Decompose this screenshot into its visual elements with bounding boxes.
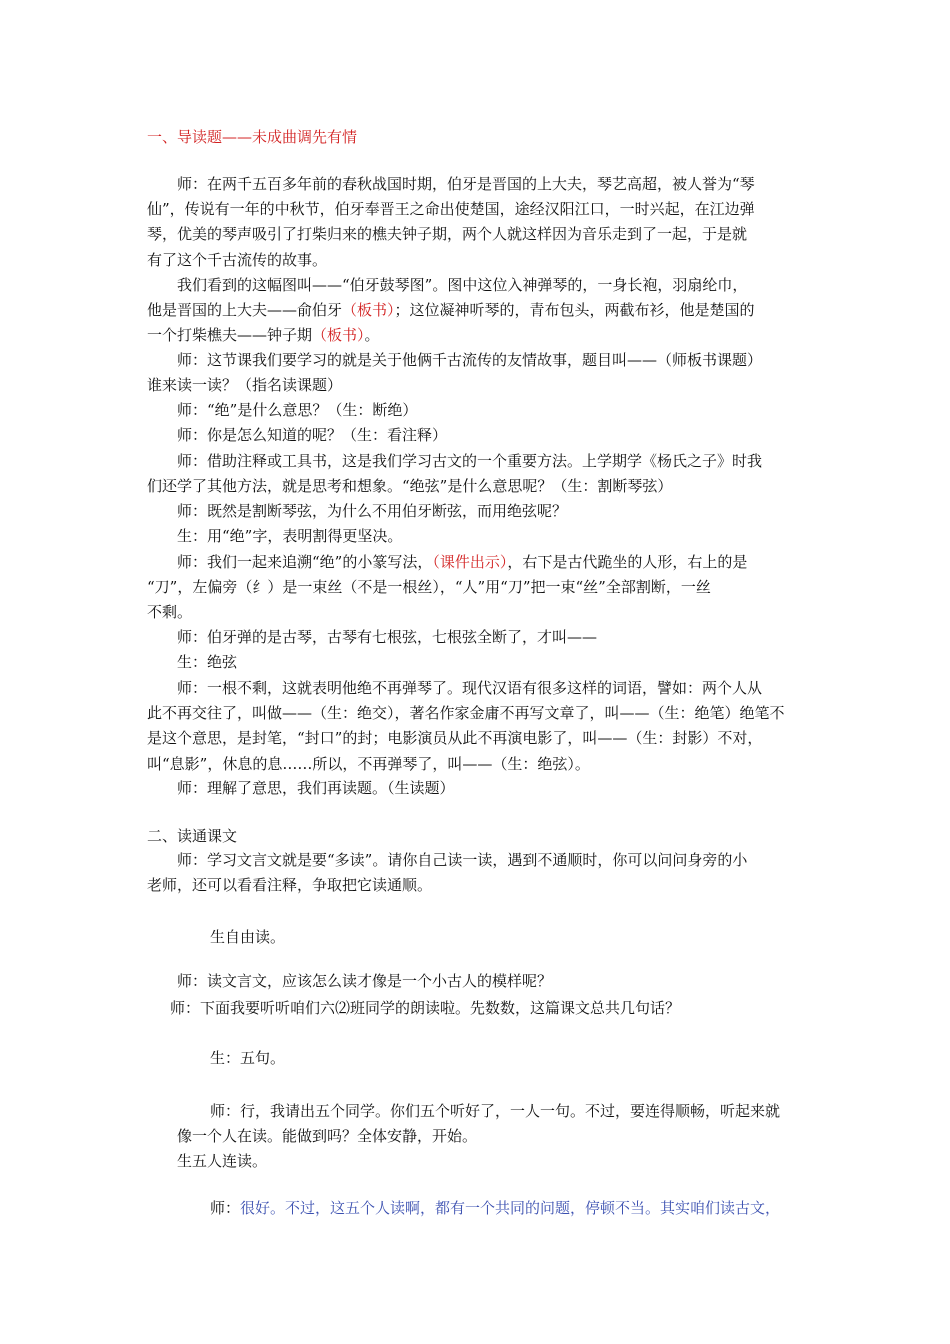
text-line: 不剩。 — [147, 603, 193, 622]
text-line — [177, 550, 747, 575]
section-heading-2: 二、读通课文 — [147, 827, 238, 845]
text-line: 我们看到的这幅图叫——“伯牙鼓琴图”。图中这位入神弹琴的，一身长袍，羽扇纶巾， — [177, 276, 748, 294]
text-run: 师：我们一起来追溯“绝”的小篆写法， — [177, 552, 433, 571]
paragraph — [177, 273, 747, 298]
text-line: 师：行，我请出五个同学。你们五个听好了，一人一句。不过，要连得顺畅，听起来就 — [210, 1102, 781, 1120]
paragraph — [177, 776, 455, 801]
text-line: 生：五句。 — [210, 1049, 286, 1067]
text-line: 师：学习文言文就是要“多读”。请你自己读一读，遇到不通顺时，你可以问问身旁的小 — [177, 851, 748, 869]
highlighted-text: 很好。不过，这五个人读啊，都有一个共同的问题，停顿不当。其实咱们读古文， — [240, 1199, 781, 1217]
text-line: 师：理解了意思，我们再读题。（生读题） — [177, 779, 455, 797]
text-run: 他是晋国的上大夫——俞伯牙 — [147, 301, 343, 319]
paragraph — [177, 969, 552, 994]
board-note: （板书） — [342, 301, 395, 319]
paragraph — [147, 873, 432, 898]
paragraph — [170, 996, 680, 1021]
board-note: （板书） — [312, 326, 365, 345]
text-line: 师：伯牙弹的是古琴，古琴有七根弦，七根弦全断了，才叫—— — [177, 628, 598, 646]
paragraph — [210, 1099, 780, 1124]
text-line: 师：在两千五百多年前的春秋战国时期，伯牙是晋国的上大夫，琴艺高超，被人誉为“琴 — [177, 175, 755, 193]
text-line: 此不再交往了，叫做——（生：绝交），著名作家金庸不再写文章了，叫——（生：绝笔）绝笔不 — [147, 704, 785, 722]
text-line: 师：你是怎么知道的呢？（生：看注释） — [177, 426, 448, 445]
text-line: 谁来读一读？（指名读课题） — [147, 376, 343, 394]
paragraph — [147, 474, 672, 499]
paragraph — [147, 298, 755, 349]
text-run: ；这位凝神听琴的，青布包头，两截布衫，他是楚国的 — [394, 301, 755, 319]
text-line: 师：这节课我们要学习的就是关于他俩千古流传的友情故事，题目叫——（师板书课题） — [177, 351, 763, 369]
text-line: 师：一根不剩，这就表明他绝不再弹琴了。现代汉语有很多这样的词语，譬如：两个人从 — [177, 678, 763, 697]
paragraph — [177, 848, 747, 873]
text-line: 是这个意思，是封笔，“封口”的封；电影演员从此不再演电影了，叫——（生：封影）不对， — [147, 729, 763, 748]
text-run: 一个打柴樵夫——钟子期 — [147, 326, 313, 345]
paragraph — [177, 1124, 477, 1175]
text-run: 师： — [210, 1199, 241, 1217]
paragraph — [147, 197, 755, 273]
paragraph — [210, 1046, 285, 1071]
text-line — [147, 298, 755, 323]
text-line: 仙”，传说有一年的中秋节，伯牙奉晋王之命出使楚国，途经汉阳江口，一时兴起，在江边弹 — [147, 200, 755, 218]
paragraph — [210, 925, 285, 950]
text-line: 生自由读。 — [210, 928, 286, 946]
text-line: 师：“绝”是什么意思？（生：断绝） — [177, 401, 418, 419]
text-line: 老师，还可以看看注释，争取把它读通顺。 — [147, 876, 433, 894]
text-line: 琴，优美的琴声吸引了打柴归来的樵夫钟子期，两个人就这样因为音乐走到了一起，于是就 — [147, 225, 748, 244]
text-line: 师：既然是割断琴弦，为什么不用伯牙断弦，而用绝弦呢？ — [177, 502, 568, 520]
text-line — [147, 323, 755, 348]
text-line: 生：用“绝”字，表明割得更坚决。 — [177, 527, 403, 546]
text-line: 像一个人在读。能做到吗？全体安静，开始。 — [177, 1127, 478, 1145]
text-line: 师：借助注释或工具书，这是我们学习古文的一个重要方法。上学期学《杨氏之子》时我 — [177, 451, 763, 470]
text-line: “刀”，左偏旁（纟）是一束丝（不是一根丝），“人”用“刀”把一束“丝”全部割断，一丝 — [147, 578, 711, 596]
text-line — [210, 1196, 780, 1221]
paragraph — [210, 1196, 780, 1221]
text-line: 叫“息影”，休息的息……所以，不再弹琴了，叫——（生：绝弦）。 — [147, 754, 590, 773]
paragraph — [147, 373, 342, 398]
paragraph — [177, 499, 747, 575]
paragraph — [177, 172, 755, 197]
text-line: 师：读文言文，应该怎么读才像是一个小古人的模样呢？ — [177, 972, 553, 990]
paragraph — [177, 348, 762, 373]
paragraph — [147, 701, 785, 777]
text-line: 师：下面我要听听咱们六⑵班同学的朗读啦。先数数，这篇课文总共几句话？ — [170, 999, 681, 1017]
courseware-note: （课件出示） — [432, 552, 508, 571]
section-heading-1: 一、导读题——未成曲调先有情 — [147, 128, 358, 146]
paragraph — [147, 575, 711, 626]
paragraph — [177, 398, 762, 474]
text-line: 有了这个千古流传的故事。 — [147, 250, 328, 269]
text-run: 。 — [364, 326, 380, 345]
text-line: 们还学了其他方法，就是思考和想象。“绝弦”是什么意思呢？（生：割断琴弦） — [147, 477, 673, 495]
text-line: 生五人连读。 — [177, 1152, 268, 1171]
paragraph — [177, 625, 762, 701]
text-line: 生：绝弦 — [177, 653, 238, 672]
text-run: ，右下是古代跪坐的人形，右上的是 — [507, 552, 748, 571]
